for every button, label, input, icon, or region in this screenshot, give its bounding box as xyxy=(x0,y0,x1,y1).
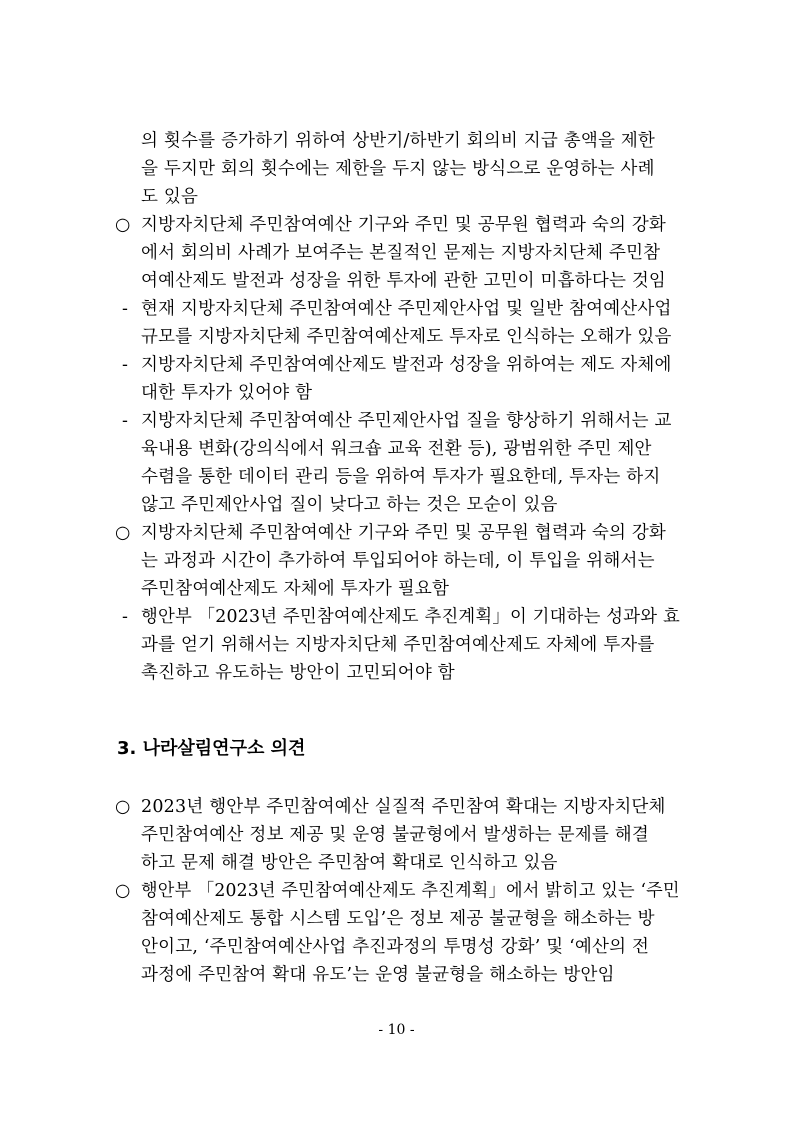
paragraph-line: 의 횟수를 증가하기 위하여 상반기/하반기 회의비 지급 총액을 제한 xyxy=(141,131,656,151)
paragraph-line: 과정에 주민참여 확대 유도’는 운영 불균형을 해소하는 방안임 xyxy=(141,965,615,985)
paragraph-line: 지방자치단체 주민참여예산 기구와 주민 및 공무원 협력과 숙의 강화 xyxy=(141,523,667,543)
paragraph-line: 행안부 「2023년 주민참여예산제도 추진계획」이 기대하는 성과와 효 xyxy=(141,607,680,627)
dash-bullet-icon: - xyxy=(122,355,128,375)
paragraph-line: 촉진하고 유도하는 방안이 고민되어야 함 xyxy=(141,663,455,683)
circle-bullet-icon: ○ xyxy=(115,881,131,901)
dash-bullet-icon: - xyxy=(122,299,128,319)
paragraph-line: 참여예산제도 통합 시스템 도입’은 정보 제공 불균형을 해소하는 방 xyxy=(141,909,655,929)
page-number: - 10 - xyxy=(378,1022,415,1038)
paragraph-line: 지방자치단체 주민참여예산 주민제안사업 질을 향상하기 위해서는 교 xyxy=(141,411,672,431)
paragraph-line: 2023년 행안부 주민참여예산 실질적 주민참여 확대는 지방자치단체 xyxy=(141,797,666,817)
paragraph-line: 주민참여예산제도 자체에 투자가 필요함 xyxy=(141,579,450,599)
paragraph-line: 지방자치단체 주민참여예산 기구와 주민 및 공무원 협력과 숙의 강화 xyxy=(141,215,667,235)
paragraph-line: 도 있음 xyxy=(141,187,199,207)
paragraph-line: 주민참여예산 정보 제공 및 운영 불균형에서 발생하는 문제를 해결 xyxy=(141,825,649,845)
paragraph-line: 과를 얻기 위해서는 지방자치단체 주민참여예산제도 자체에 투자를 xyxy=(141,635,655,655)
paragraph-line: 행안부 「2023년 주민참여예산제도 추진계획」에서 밝히고 있는 ‘주민 xyxy=(141,881,680,901)
paragraph-line: 지방자치단체 주민참여예산제도 발전과 성장을 위하여는 제도 자체에 xyxy=(141,355,672,375)
section-heading: 3. 나라살림연구소 의견 xyxy=(117,738,306,759)
paragraph-line: 대한 투자가 있어야 함 xyxy=(141,383,313,403)
paragraph-line: 현재 지방자치단체 주민참여예산 주민제안사업 및 일반 참여예산사업 xyxy=(141,299,672,319)
dash-bullet-icon: - xyxy=(122,607,128,627)
paragraph-line: 을 두지만 회의 횟수에는 제한을 두지 않는 방식으로 운영하는 사례 xyxy=(141,159,655,179)
paragraph-line: 는 과정과 시간이 추가하여 투입되어야 하는데, 이 투입을 위해서는 xyxy=(141,551,655,571)
paragraph-line: 여예산제도 발전과 성장을 위한 투자에 관한 고민이 미흡하다는 것임 xyxy=(141,271,667,291)
paragraph-line: 수렴을 통한 데이터 관리 등을 위하여 투자가 필요한데, 투자는 하지 xyxy=(141,467,661,487)
paragraph-line: 규모를 지방자치단체 주민참여예산제도 투자로 인식하는 오해가 있음 xyxy=(141,327,672,347)
circle-bullet-icon: ○ xyxy=(115,523,131,543)
circle-bullet-icon: ○ xyxy=(115,215,131,235)
dash-bullet-icon: - xyxy=(122,411,128,431)
paragraph-line: 하고 문제 해결 방안은 주민참여 확대로 인식하고 있음 xyxy=(141,853,558,873)
circle-bullet-icon: ○ xyxy=(115,797,131,817)
paragraph-line: 않고 주민제안사업 질이 낮다고 하는 것은 모순이 있음 xyxy=(141,495,558,515)
paragraph-line: 육내용 변화(강의식에서 워크숍 교육 전환 등), 광범위한 주민 제안 xyxy=(141,439,652,459)
paragraph-line: 안이고, ‘주민참여예산사업 추진과정의 투명성 강화’ 및 ‘예산의 전 xyxy=(141,937,650,957)
paragraph-line: 에서 회의비 사례가 보여주는 본질적인 문제는 지방자치단체 주민참 xyxy=(141,243,661,263)
